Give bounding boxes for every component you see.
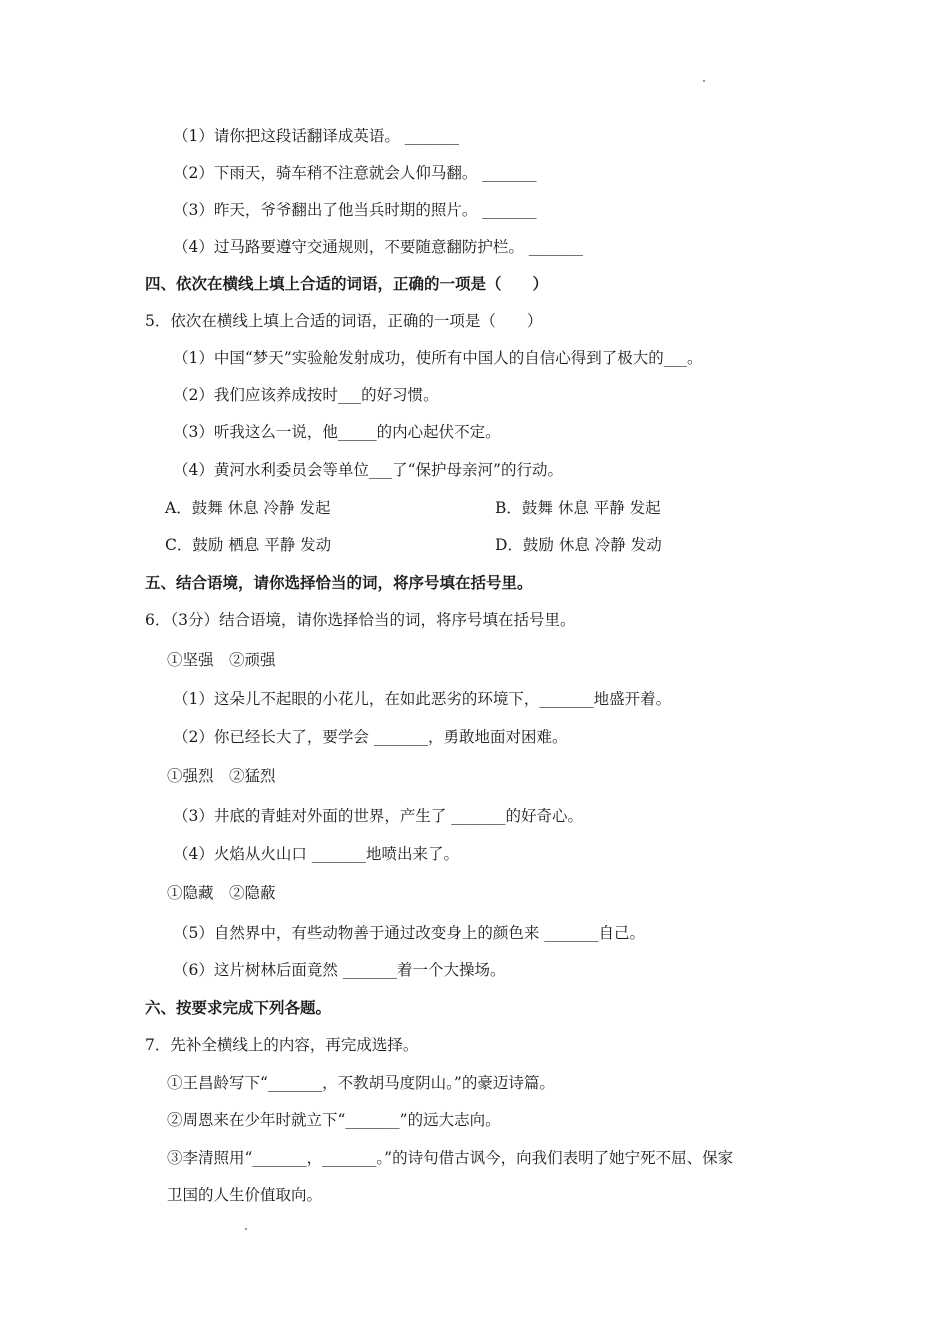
question-5: 5．依次在横线上填上合适的词语，正确的一项是（ ） — [145, 312, 543, 330]
q5-item-4: （4）黄河水利委员会等单位___了“保护母亲河”的行动。 — [173, 461, 563, 479]
q7-item-3-continued: 卫国的人生价值取向。 — [167, 1186, 323, 1204]
option-a[interactable]: A．鼓舞 休息 冷静 发起 — [165, 499, 331, 517]
word-choice-2: ①强烈 ②猛烈 — [167, 767, 276, 785]
option-c[interactable]: C．鼓励 栖息 平静 发动 — [165, 536, 332, 554]
q6-item-5: （5）自然界中，有些动物善于通过改变身上的颜色来 _______自己。 — [173, 924, 646, 942]
q6-item-2: （2）你已经长大了，要学会 _______，勇敢地面对困难。 — [173, 728, 568, 746]
section-heading-5: 五、结合语境，请你选择恰当的词，将序号填在括号里。 — [145, 573, 533, 592]
sub-question-4: （4）过马路要遵守交通规则，不要随意翻防护栏。 _______ — [173, 238, 584, 256]
sub-question-2: （2）下雨天，骑车稍不注意就会人仰马翻。 _______ — [173, 164, 537, 182]
q6-item-3: （3）井底的青蛙对外面的世界，产生了 _______的好奇心。 — [173, 807, 584, 825]
scan-dot — [245, 1228, 247, 1230]
sub-question-1: （1）请你把这段话翻译成英语。 _______ — [173, 127, 460, 145]
q6-item-6: （6）这片树林后面竟然 _______着一个大操场。 — [173, 961, 506, 979]
question-6: 6．（3分）结合语境，请你选择恰当的词，将序号填在括号里。 — [145, 611, 576, 629]
q5-item-2: （2）我们应该养成按时___的好习惯。 — [173, 386, 439, 404]
q7-item-2: ②周恩来在少年时就立下“_______”的远大志向。 — [167, 1111, 501, 1129]
q6-item-1: （1）这朵儿不起眼的小花儿，在如此恶劣的环境下，_______地盛开着。 — [173, 690, 672, 708]
option-b[interactable]: B．鼓舞 休息 平静 发起 — [495, 499, 661, 517]
q5-item-3: （3）听我这么一说，他_____的内心起伏不定。 — [173, 423, 501, 441]
question-7: 7．先补全横线上的内容，再完成选择。 — [145, 1036, 419, 1054]
section-heading-6: 六、按要求完成下列各题。 — [145, 998, 332, 1017]
section-heading-4: 四、依次在横线上填上合适的词语，正确的一项是（ ） — [145, 274, 549, 293]
option-d[interactable]: D．鼓励 休息 冷静 发动 — [495, 536, 662, 554]
q7-item-3: ③李清照用“_______，_______。”的诗句借古讽今，向我们表明了她宁死不屈、保家 — [167, 1149, 734, 1167]
sub-question-3: （3）昨天，爷爷翻出了他当兵时期的照片。 _______ — [173, 201, 537, 219]
word-choice-3: ①隐藏 ②隐蔽 — [167, 884, 276, 902]
q7-item-1: ①王昌龄写下“_______，不教胡马度阴山。”的豪迈诗篇。 — [167, 1074, 555, 1092]
q6-item-4: （4）火焰从火山口 _______地喷出来了。 — [173, 845, 460, 863]
q5-item-1: （1）中国“梦天”实验舱发射成功，使所有中国人的自信心得到了极大的___。 — [173, 349, 703, 367]
scan-dot — [703, 80, 705, 82]
word-choice-1: ①坚强 ②顽强 — [167, 651, 276, 669]
